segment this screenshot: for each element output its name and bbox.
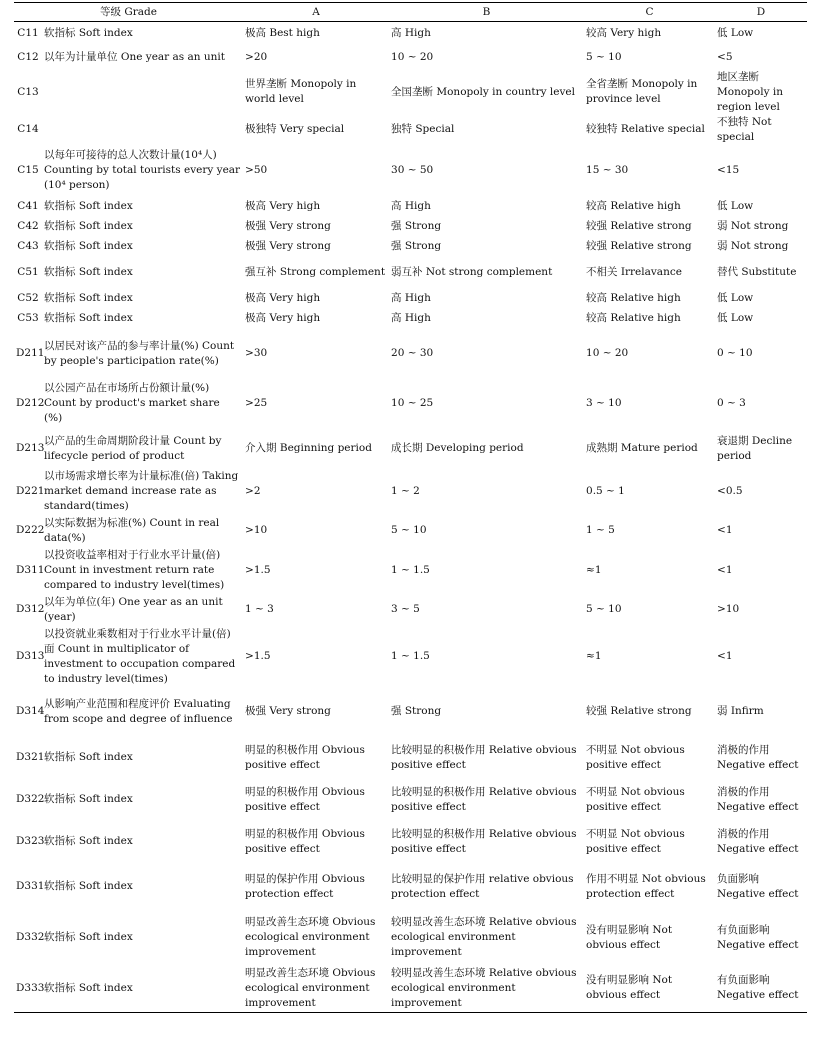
row-grade-c: 不相关 Irrelavance (586, 266, 682, 278)
row-grade-c: 不明显 Not obvious positive effect (586, 743, 685, 771)
row-grade-a: 极强 Very strong (245, 240, 331, 252)
table-row (14, 593, 807, 627)
row-grade-c: 15 ~ 30 (586, 164, 629, 176)
row-grade-a: 明显的积极作用 Obvious positive effect (245, 785, 365, 813)
table-row (14, 821, 807, 863)
row-grade-a: >10 (245, 524, 268, 536)
row-grade-d: <1 (717, 563, 733, 576)
row-grade-a: 明显的积极作用 Obvious positive effect (245, 827, 365, 855)
row-description: 软指标 Soft index (44, 312, 133, 324)
row-grade-c: 较高 Relative high (586, 312, 681, 324)
row-grade-c: 不明显 Not obvious positive effect (586, 785, 685, 813)
row-grade-b: 高 High (391, 200, 431, 212)
row-grade-c: 1 ~ 5 (586, 524, 615, 536)
row-grade-b: 较明显改善生态环境 Relative obvious ecological environment improvement (391, 916, 577, 958)
row-grade-b: 1 ~ 1.5 (391, 650, 430, 662)
row-grade-a: >1.5 (245, 650, 271, 662)
row-description: 以市场需求增长率为计量标准(倍) Taking market demand increase rate as standard(times) (44, 469, 239, 512)
header-b: B (389, 3, 584, 22)
table-row (14, 197, 807, 217)
table-row (14, 965, 807, 1013)
row-code: D331 (16, 880, 45, 892)
row-grade-b: 比较明显的积极作用 Relative obvious positive effect (391, 743, 577, 771)
row-grade-c: 全省垄断 Monopoly in province level (586, 78, 698, 105)
row-grade-b: 较明显改善生态环境 Relative obvious ecological environment improvement (389, 965, 584, 1013)
row-description: 以每年可接待的总人次数计量(10⁴人) Counting by total tourists every year (10⁴ person) (44, 149, 241, 191)
row-grade-a: >50 (245, 164, 268, 176)
row-grade-a: 极强 Very strong (245, 705, 331, 717)
row-description: 软指标 Soft index (44, 240, 133, 252)
table-row (14, 429, 807, 469)
table-row (14, 687, 807, 737)
row-grade-a: 明显的保护作用 Obvious protection effect (245, 872, 365, 900)
row-grade-a: 世界垄断 Monopoly in world level (245, 78, 357, 105)
row-description: 以公园产品在市场所占份额计量(%) Count by product's market share (%) (44, 382, 220, 424)
row-grade-a: 极强 Very strong (245, 220, 331, 232)
row-grade-a: >2 (245, 484, 261, 497)
row-grade-d: <15 (717, 164, 740, 176)
row-description: 软指标 Soft index (44, 931, 133, 943)
row-grade-d: 弱 Not strong (717, 220, 789, 232)
table-row (14, 379, 807, 429)
row-code: D313 (16, 650, 45, 662)
row-code: D211 (16, 347, 45, 359)
row-grade-d: 消极的作用 Negative effect (717, 827, 799, 855)
row-grade-b: 10 ~ 25 (391, 397, 434, 409)
table-row (14, 257, 807, 289)
row-code: D213 (16, 442, 45, 454)
row-grade-a: >25 (245, 397, 268, 409)
row-grade-b: 比较明显的积极作用 Relative obvious positive effect (391, 827, 577, 855)
row-description: 从影响产业范围和程度评价 Evaluating from scope and degree of influence (44, 697, 233, 725)
row-description: 软指标 Soft index (44, 793, 133, 805)
table-row (14, 309, 807, 329)
table-row (14, 217, 807, 237)
row-grade-c: 作用不明显 Not obvious protection effect (586, 872, 706, 900)
row-grade-c: 5 ~ 10 (586, 603, 622, 615)
row-grade-c: 较强 Relative strong (586, 240, 692, 252)
header-grade: 等级 Grade (14, 3, 243, 22)
row-grade-a: 强互补 Strong complement (245, 266, 386, 278)
row-grade-c: 较高 Relative high (586, 200, 681, 212)
row-grade-d: <5 (717, 51, 733, 63)
table-row (14, 627, 807, 687)
table-row (14, 329, 807, 379)
table-row (14, 237, 807, 257)
row-grade-b: 强 Strong (391, 240, 442, 252)
row-description (42, 115, 243, 145)
row-grade-d: 有负面影响 Negative effect (717, 923, 799, 951)
row-description (42, 70, 243, 115)
row-grade-a: 极高 Very high (245, 292, 321, 304)
table-row (14, 70, 807, 115)
row-grade-c: 较强 Relative strong (586, 705, 692, 717)
row-grade-d: 地区垄断 Monopoly in region level (717, 70, 783, 113)
row-grade-a: 明显改善生态环境 Obvious ecological environment improvement (243, 965, 389, 1013)
row-description: 软指标 Soft index (44, 292, 133, 304)
grade-table (14, 2, 807, 1013)
row-grade-d: 不独特 Not special (717, 115, 772, 143)
row-grade-d: <1 (717, 524, 733, 536)
row-description: 以年为单位(年) One year as an unit (year) (44, 595, 223, 623)
row-code: C42 (17, 220, 39, 232)
row-description: 软指标 Soft index (44, 220, 133, 232)
table-body (14, 22, 807, 1013)
row-grade-d: 0 ~ 10 (717, 347, 753, 359)
row-description: 软指标 Soft index (42, 965, 243, 1013)
row-grade-d: 低 Low (717, 312, 754, 324)
row-grade-b: 比较明显的积极作用 Relative obvious positive effect (391, 785, 577, 813)
table-row (14, 548, 807, 593)
row-grade-b: 3 ~ 5 (391, 603, 420, 615)
header-c: C (584, 3, 715, 22)
row-grade-b: 高 High (391, 312, 431, 324)
row-description: 以实际数据为标准(%) Count in real data(%) (44, 516, 220, 544)
row-grade-c: 10 ~ 20 (586, 347, 629, 359)
row-description: 软指标 Soft index (44, 835, 133, 847)
table-row (14, 22, 807, 46)
row-grade-b: 全国垄断 Monopoly in country level (391, 85, 575, 98)
row-grade-c: 3 ~ 10 (586, 397, 622, 409)
row-code: C13 (17, 85, 39, 98)
row-code: C53 (17, 312, 39, 324)
row-grade-b: 成长期 Developing period (391, 442, 524, 454)
table-row (14, 911, 807, 965)
row-grade-c: 较高 Relative high (586, 292, 681, 304)
row-grade-b: 独特 Special (391, 123, 455, 135)
row-grade-d: 低 Low (717, 200, 754, 212)
table-row (14, 145, 807, 197)
row-grade-c: ≈1 (586, 650, 602, 662)
row-grade-b: 高 High (391, 292, 431, 304)
table-row (14, 469, 807, 514)
row-description: 软指标 Soft index (44, 27, 133, 40)
row-grade-c: 没有明显影响 Not obvious effect (586, 923, 673, 951)
header-a: A (243, 3, 389, 22)
table-row (14, 46, 807, 70)
table-row (14, 863, 807, 911)
row-code: D321 (16, 751, 45, 763)
row-grade-d: 低 Low (717, 27, 754, 40)
row-grade-a: >20 (245, 51, 268, 63)
row-code: D221 (16, 484, 45, 497)
row-grade-a: 极独特 Very special (245, 123, 345, 135)
header-row (14, 3, 807, 22)
row-grade-b: 比较明显的保护作用 relative obvious protection effect (391, 872, 574, 900)
row-grade-c: 不明显 Not obvious positive effect (586, 827, 685, 855)
row-grade-a: >1.5 (245, 563, 271, 576)
row-grade-a: 极高 Best high (245, 27, 320, 40)
row-grade-a: 明显改善生态环境 Obvious ecological environment improvement (245, 916, 376, 958)
row-code: D314 (16, 705, 45, 717)
row-code: D322 (16, 793, 45, 805)
row-code: D222 (16, 524, 45, 536)
row-grade-d: 消极的作用 Negative effect (717, 785, 799, 813)
row-grade-d: >10 (717, 603, 740, 615)
row-grade-d: 有负面影响 Negative effect (715, 965, 807, 1013)
table-row (14, 737, 807, 779)
table-row (14, 115, 807, 145)
row-code: D311 (16, 563, 45, 576)
row-grade-b: 5 ~ 10 (391, 524, 427, 536)
row-grade-b: 1 ~ 2 (391, 484, 420, 497)
row-grade-a: 极高 Very high (245, 200, 321, 212)
row-description: 软指标 Soft index (44, 751, 133, 763)
table-row (14, 289, 807, 309)
row-grade-d: 衰退期 Decline period (717, 434, 793, 462)
row-grade-d: 弱 Infirm (717, 705, 764, 717)
row-description: 以投资收益率相对于行业水平计量(倍) Count in investment return rate compared to industry level(times) (44, 548, 225, 591)
row-grade-a: >30 (245, 347, 268, 359)
row-grade-d: 低 Low (717, 292, 754, 304)
table-header (14, 3, 807, 22)
row-code: C52 (17, 292, 39, 304)
row-grade-d: 弱 Not strong (717, 240, 789, 252)
row-grade-a: 极高 Very high (245, 312, 321, 324)
row-grade-a: 介入期 Beginning period (245, 442, 372, 454)
row-grade-c: 成熟期 Mature period (586, 442, 698, 454)
row-grade-a: 1 ~ 3 (245, 603, 274, 615)
row-grade-c: 没有明显影响 Not obvious effect (584, 965, 715, 1013)
row-grade-b: 强 Strong (391, 220, 442, 232)
row-grade-b: 20 ~ 30 (391, 347, 434, 359)
row-grade-c: 5 ~ 10 (586, 51, 622, 63)
row-description: 以投资就业乘数相对于行业水平计量(倍)面 Count in multiplicator of investment to occupation compared to industry level(times) (44, 627, 236, 685)
row-grade-c: 较高 Very high (586, 27, 662, 40)
row-grade-b: 弱互补 Not strong complement (391, 266, 553, 278)
row-description: 以年为计量单位 One year as an unit (44, 51, 225, 63)
table-row (14, 514, 807, 548)
row-grade-b: 10 ~ 20 (391, 51, 434, 63)
row-grade-b: 强 Strong (391, 705, 442, 717)
row-grade-b: 1 ~ 1.5 (391, 563, 430, 576)
row-grade-a: 明显的积极作用 Obvious positive effect (245, 743, 365, 771)
row-code: D333 (14, 965, 42, 1013)
row-code: D312 (16, 603, 45, 615)
row-code: C14 (17, 123, 39, 135)
table-row (14, 779, 807, 821)
header-d: D (715, 3, 807, 22)
row-code: D332 (16, 931, 45, 943)
row-grade-c: 较强 Relative strong (586, 220, 692, 232)
row-code: D323 (16, 835, 45, 847)
row-description: 软指标 Soft index (44, 200, 133, 212)
row-grade-d: 负面影响 Negative effect (717, 872, 799, 900)
row-code: C11 (17, 27, 39, 40)
row-code: C15 (17, 164, 39, 176)
row-description: 软指标 Soft index (44, 266, 133, 278)
row-code: C51 (17, 266, 39, 278)
row-grade-c: 0.5 ~ 1 (586, 484, 625, 497)
row-grade-b: 高 High (391, 27, 431, 40)
row-grade-d: <0.5 (717, 484, 743, 497)
row-description: 软指标 Soft index (44, 880, 133, 892)
row-code: D212 (16, 397, 45, 409)
row-code: C41 (17, 200, 39, 212)
row-description: 以居民对该产品的参与率计量(%) Count by people's participation rate(%) (44, 339, 235, 367)
row-grade-d: 0 ~ 3 (717, 397, 746, 409)
row-grade-d: <1 (717, 650, 733, 662)
row-grade-d: 消极的作用 Negative effect (717, 743, 799, 771)
row-grade-b: 30 ~ 50 (391, 164, 434, 176)
row-grade-c: 较独特 Relative special (586, 123, 705, 135)
row-grade-d: 替代 Substitute (717, 266, 797, 278)
row-code: C43 (17, 240, 39, 252)
row-description: 以产品的生命周期阶段计量 Count by lifecycle period of product (44, 434, 222, 462)
row-grade-c: ≈1 (586, 563, 602, 576)
row-code: C12 (17, 51, 39, 63)
